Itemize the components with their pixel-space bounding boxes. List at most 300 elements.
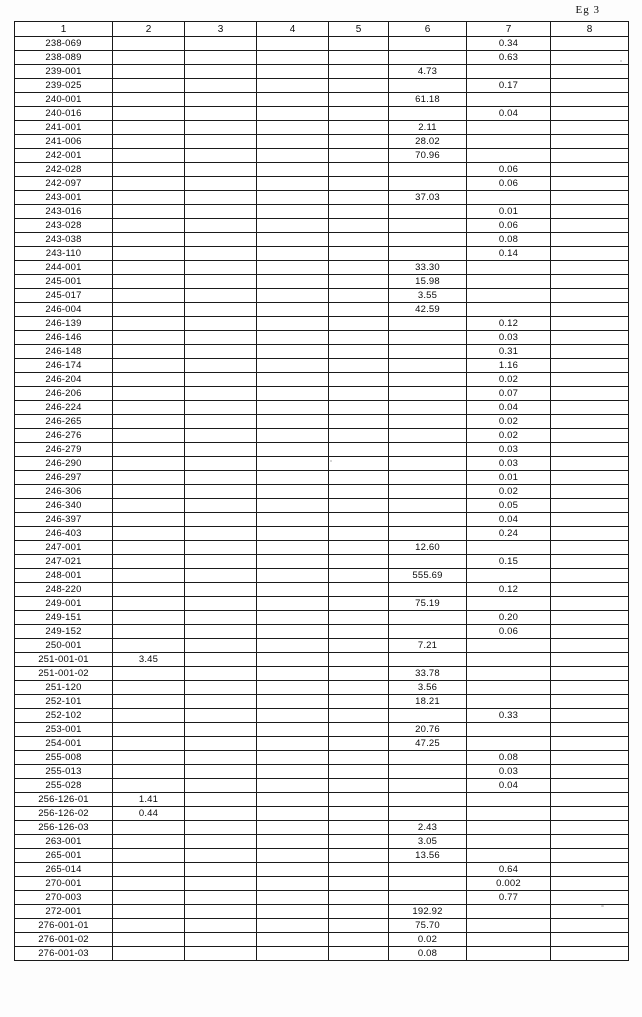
cell-value-6: 61.18	[389, 93, 467, 107]
cell-value-7	[467, 93, 551, 107]
cell-value-8	[551, 219, 629, 233]
cell-value-5	[329, 429, 389, 443]
column-header-2: 2	[113, 22, 185, 37]
cell-value-7	[467, 303, 551, 317]
cell-value-8	[551, 443, 629, 457]
cell-code: 246-148	[15, 345, 113, 359]
table-row	[15, 289, 629, 303]
cell-code: 246-206	[15, 387, 113, 401]
table-row	[15, 457, 629, 471]
cell-value-8	[551, 261, 629, 275]
cell-value-2	[113, 65, 185, 79]
cell-value-4	[257, 443, 329, 457]
cell-value-5	[329, 863, 389, 877]
cell-value-5	[329, 401, 389, 415]
cell-value-7: 0.64	[467, 863, 551, 877]
cell-value-4	[257, 933, 329, 947]
cell-value-2	[113, 331, 185, 345]
table-row	[15, 723, 629, 737]
cell-value-7: 0.77	[467, 891, 551, 905]
cell-value-7	[467, 541, 551, 555]
cell-value-3	[185, 457, 257, 471]
cell-value-3	[185, 429, 257, 443]
cell-value-7: 1.16	[467, 359, 551, 373]
cell-value-4	[257, 345, 329, 359]
cell-value-4	[257, 37, 329, 51]
table-row	[15, 919, 629, 933]
cell-value-7: 0.24	[467, 527, 551, 541]
cell-value-7	[467, 275, 551, 289]
cell-value-3	[185, 835, 257, 849]
cell-value-2	[113, 569, 185, 583]
cell-value-4	[257, 849, 329, 863]
cell-value-2	[113, 905, 185, 919]
table-row	[15, 149, 629, 163]
cell-value-2	[113, 625, 185, 639]
cell-value-8	[551, 807, 629, 821]
table-row	[15, 443, 629, 457]
cell-value-6	[389, 583, 467, 597]
cell-value-3	[185, 709, 257, 723]
cell-value-4	[257, 583, 329, 597]
cell-value-6	[389, 611, 467, 625]
cell-value-3	[185, 541, 257, 555]
cell-code: 270-001	[15, 877, 113, 891]
cell-value-6: 555.69	[389, 569, 467, 583]
cell-value-3	[185, 443, 257, 457]
cell-value-5	[329, 541, 389, 555]
cell-value-7	[467, 835, 551, 849]
column-header-3: 3	[185, 22, 257, 37]
table-body	[15, 37, 629, 961]
cell-value-7	[467, 681, 551, 695]
cell-value-4	[257, 695, 329, 709]
cell-code: 253-001	[15, 723, 113, 737]
cell-value-4	[257, 555, 329, 569]
cell-value-2	[113, 499, 185, 513]
cell-value-6	[389, 891, 467, 905]
cell-value-2	[113, 639, 185, 653]
cell-value-2	[113, 177, 185, 191]
cell-code: 256-126-02	[15, 807, 113, 821]
cell-value-3	[185, 849, 257, 863]
cell-value-8	[551, 499, 629, 513]
cell-value-3	[185, 695, 257, 709]
cell-value-6: 3.56	[389, 681, 467, 695]
cell-value-8	[551, 821, 629, 835]
cell-value-7	[467, 191, 551, 205]
cell-value-4	[257, 387, 329, 401]
cell-value-8	[551, 639, 629, 653]
cell-code: 251-001-02	[15, 667, 113, 681]
cell-code: 272-001	[15, 905, 113, 919]
cell-value-6	[389, 107, 467, 121]
cell-value-7: 0.01	[467, 471, 551, 485]
cell-value-2	[113, 849, 185, 863]
cell-value-4	[257, 905, 329, 919]
cell-value-3	[185, 513, 257, 527]
cell-code: 249-151	[15, 611, 113, 625]
cell-value-3	[185, 219, 257, 233]
table-row	[15, 821, 629, 835]
cell-value-2	[113, 681, 185, 695]
cell-value-3	[185, 275, 257, 289]
cell-value-4	[257, 373, 329, 387]
cell-value-8	[551, 387, 629, 401]
cell-value-6	[389, 471, 467, 485]
cell-value-4	[257, 135, 329, 149]
cell-value-7: 0.06	[467, 625, 551, 639]
table-row	[15, 807, 629, 821]
cell-value-2: 0.44	[113, 807, 185, 821]
cell-value-2	[113, 527, 185, 541]
cell-value-5	[329, 653, 389, 667]
cell-value-2	[113, 723, 185, 737]
cell-value-4	[257, 653, 329, 667]
cell-value-5	[329, 947, 389, 961]
cell-value-4	[257, 219, 329, 233]
cell-value-6: 33.30	[389, 261, 467, 275]
cell-value-8	[551, 233, 629, 247]
cell-value-4	[257, 93, 329, 107]
cell-value-6: 7.21	[389, 639, 467, 653]
cell-value-2	[113, 751, 185, 765]
cell-code: 240-001	[15, 93, 113, 107]
cell-value-6: 42.59	[389, 303, 467, 317]
cell-value-3	[185, 471, 257, 485]
cell-value-3	[185, 373, 257, 387]
cell-value-6	[389, 807, 467, 821]
cell-value-5	[329, 261, 389, 275]
cell-value-5	[329, 163, 389, 177]
cell-value-7: 0.04	[467, 401, 551, 415]
cell-value-7: 0.08	[467, 751, 551, 765]
cell-value-4	[257, 247, 329, 261]
cell-code: 251-001-01	[15, 653, 113, 667]
cell-value-4	[257, 65, 329, 79]
cell-code: 246-279	[15, 443, 113, 457]
cell-value-4	[257, 681, 329, 695]
cell-value-4	[257, 233, 329, 247]
cell-value-4	[257, 261, 329, 275]
cell-value-7: 0.06	[467, 177, 551, 191]
cell-value-6: 20.76	[389, 723, 467, 737]
cell-value-2	[113, 709, 185, 723]
cell-value-7: 0.14	[467, 247, 551, 261]
cell-value-6	[389, 779, 467, 793]
cell-value-3	[185, 261, 257, 275]
cell-value-6	[389, 793, 467, 807]
cell-value-7	[467, 149, 551, 163]
cell-value-6	[389, 877, 467, 891]
cell-value-4	[257, 149, 329, 163]
cell-value-7: 0.02	[467, 429, 551, 443]
cell-value-7: 0.20	[467, 611, 551, 625]
cell-value-3	[185, 863, 257, 877]
cell-value-8	[551, 709, 629, 723]
cell-value-5	[329, 667, 389, 681]
cell-value-7: 0.04	[467, 513, 551, 527]
table-row	[15, 681, 629, 695]
cell-code: 247-001	[15, 541, 113, 555]
cell-value-8	[551, 849, 629, 863]
cell-value-5	[329, 149, 389, 163]
cell-value-2	[113, 443, 185, 457]
cell-value-2	[113, 583, 185, 597]
cell-value-8	[551, 933, 629, 947]
cell-value-2	[113, 163, 185, 177]
cell-value-2	[113, 401, 185, 415]
cell-value-6	[389, 457, 467, 471]
cell-value-8	[551, 121, 629, 135]
table-row	[15, 471, 629, 485]
cell-value-8	[551, 107, 629, 121]
cell-value-8	[551, 765, 629, 779]
cell-code: 246-265	[15, 415, 113, 429]
cell-code: 246-146	[15, 331, 113, 345]
cell-value-3	[185, 93, 257, 107]
cell-code: 239-025	[15, 79, 113, 93]
cell-value-4	[257, 331, 329, 345]
cell-value-5	[329, 891, 389, 905]
cell-value-3	[185, 149, 257, 163]
data-table	[14, 21, 629, 961]
cell-value-6	[389, 37, 467, 51]
cell-value-8	[551, 401, 629, 415]
table-row	[15, 345, 629, 359]
cell-value-2	[113, 387, 185, 401]
cell-code: 249-001	[15, 597, 113, 611]
data-table-container	[14, 21, 628, 961]
cell-value-7	[467, 723, 551, 737]
cell-value-5	[329, 457, 389, 471]
table-row	[15, 79, 629, 93]
cell-code: 248-220	[15, 583, 113, 597]
cell-value-8	[551, 779, 629, 793]
cell-value-2	[113, 821, 185, 835]
cell-value-6	[389, 359, 467, 373]
cell-code: 263-001	[15, 835, 113, 849]
cell-value-3	[185, 681, 257, 695]
cell-value-8	[551, 835, 629, 849]
cell-value-3	[185, 625, 257, 639]
cell-value-7: 0.002	[467, 877, 551, 891]
table-row	[15, 555, 629, 569]
cell-value-2	[113, 737, 185, 751]
cell-value-7: 0.03	[467, 765, 551, 779]
table-row	[15, 877, 629, 891]
cell-value-4	[257, 597, 329, 611]
cell-value-7	[467, 905, 551, 919]
cell-code: 242-001	[15, 149, 113, 163]
cell-value-4	[257, 835, 329, 849]
cell-value-5	[329, 905, 389, 919]
cell-value-8	[551, 611, 629, 625]
cell-value-6: 12.60	[389, 541, 467, 555]
cell-code: 256-126-01	[15, 793, 113, 807]
cell-value-5	[329, 513, 389, 527]
cell-value-2	[113, 359, 185, 373]
table-row	[15, 667, 629, 681]
cell-value-6: 47.25	[389, 737, 467, 751]
cell-value-6	[389, 863, 467, 877]
cell-value-7	[467, 653, 551, 667]
cell-value-4	[257, 163, 329, 177]
cell-value-5	[329, 65, 389, 79]
cell-code: 246-204	[15, 373, 113, 387]
table-row	[15, 191, 629, 205]
table-header-row	[15, 22, 629, 37]
cell-value-8	[551, 415, 629, 429]
cell-code: 265-014	[15, 863, 113, 877]
cell-value-4	[257, 191, 329, 205]
cell-value-4	[257, 751, 329, 765]
cell-value-5	[329, 485, 389, 499]
cell-value-2	[113, 597, 185, 611]
cell-value-5	[329, 303, 389, 317]
cell-code: 265-001	[15, 849, 113, 863]
cell-value-7: 0.02	[467, 373, 551, 387]
table-row	[15, 625, 629, 639]
cell-value-8	[551, 303, 629, 317]
table-row	[15, 51, 629, 65]
table-row	[15, 387, 629, 401]
cell-value-2: 1.41	[113, 793, 185, 807]
cell-value-4	[257, 513, 329, 527]
cell-value-6	[389, 709, 467, 723]
cell-value-2	[113, 303, 185, 317]
cell-value-8	[551, 583, 629, 597]
cell-value-6: 13.56	[389, 849, 467, 863]
cell-value-8	[551, 359, 629, 373]
column-header-6: 6	[389, 22, 467, 37]
cell-value-7	[467, 639, 551, 653]
cell-value-5	[329, 415, 389, 429]
cell-value-5	[329, 345, 389, 359]
cell-value-6	[389, 527, 467, 541]
cell-value-8	[551, 205, 629, 219]
cell-value-8	[551, 541, 629, 555]
cell-value-2	[113, 877, 185, 891]
cell-value-6	[389, 345, 467, 359]
cell-value-8	[551, 597, 629, 611]
cell-value-2	[113, 695, 185, 709]
cell-value-2	[113, 289, 185, 303]
cell-value-6	[389, 247, 467, 261]
cell-code: 251-120	[15, 681, 113, 695]
cell-value-6: 0.08	[389, 947, 467, 961]
cell-value-7	[467, 947, 551, 961]
cell-value-3	[185, 807, 257, 821]
cell-code: 246-276	[15, 429, 113, 443]
cell-value-5	[329, 37, 389, 51]
cell-value-4	[257, 79, 329, 93]
cell-value-3	[185, 597, 257, 611]
table-row	[15, 569, 629, 583]
table-row	[15, 275, 629, 289]
cell-value-7: 0.02	[467, 415, 551, 429]
cell-value-3	[185, 121, 257, 135]
table-row	[15, 485, 629, 499]
cell-value-5	[329, 499, 389, 513]
cell-value-6	[389, 513, 467, 527]
cell-value-5	[329, 681, 389, 695]
table-row	[15, 499, 629, 513]
table-row	[15, 765, 629, 779]
cell-value-5	[329, 583, 389, 597]
table-row	[15, 905, 629, 919]
cell-value-8	[551, 331, 629, 345]
cell-value-4	[257, 765, 329, 779]
cell-value-3	[185, 191, 257, 205]
cell-code: 246-397	[15, 513, 113, 527]
cell-value-5	[329, 247, 389, 261]
cell-code: 276-001-01	[15, 919, 113, 933]
table-row	[15, 737, 629, 751]
cell-value-3	[185, 303, 257, 317]
cell-value-4	[257, 205, 329, 219]
cell-value-4	[257, 611, 329, 625]
cell-value-6	[389, 317, 467, 331]
cell-value-5	[329, 373, 389, 387]
cell-code: 252-102	[15, 709, 113, 723]
cell-value-7	[467, 807, 551, 821]
cell-value-6: 192.92	[389, 905, 467, 919]
cell-value-5	[329, 821, 389, 835]
cell-value-5	[329, 807, 389, 821]
cell-value-6	[389, 625, 467, 639]
cell-code: 246-306	[15, 485, 113, 499]
cell-value-2	[113, 345, 185, 359]
cell-value-3	[185, 947, 257, 961]
cell-value-2	[113, 457, 185, 471]
cell-value-5	[329, 723, 389, 737]
cell-value-3	[185, 177, 257, 191]
cell-value-3	[185, 737, 257, 751]
cell-code: 243-110	[15, 247, 113, 261]
cell-value-5	[329, 793, 389, 807]
cell-code: 255-028	[15, 779, 113, 793]
cell-value-6: 2.43	[389, 821, 467, 835]
cell-value-6	[389, 79, 467, 93]
cell-value-3	[185, 933, 257, 947]
cell-value-7: 0.12	[467, 583, 551, 597]
cell-value-3	[185, 317, 257, 331]
cell-value-2	[113, 933, 185, 947]
cell-code: 239-001	[15, 65, 113, 79]
cell-value-4	[257, 485, 329, 499]
cell-value-5	[329, 233, 389, 247]
cell-value-7: 0.17	[467, 79, 551, 93]
cell-value-2	[113, 107, 185, 121]
cell-value-4	[257, 807, 329, 821]
table-row	[15, 415, 629, 429]
table-row	[15, 261, 629, 275]
cell-value-8	[551, 135, 629, 149]
cell-code: 238-089	[15, 51, 113, 65]
cell-code: 243-038	[15, 233, 113, 247]
cell-value-3	[185, 65, 257, 79]
table-row	[15, 751, 629, 765]
cell-value-6: 0.02	[389, 933, 467, 947]
cell-value-7: 0.03	[467, 457, 551, 471]
cell-value-8	[551, 275, 629, 289]
cell-value-5	[329, 191, 389, 205]
cell-value-3	[185, 765, 257, 779]
table-row	[15, 247, 629, 261]
cell-value-8	[551, 555, 629, 569]
cell-code: 245-001	[15, 275, 113, 289]
